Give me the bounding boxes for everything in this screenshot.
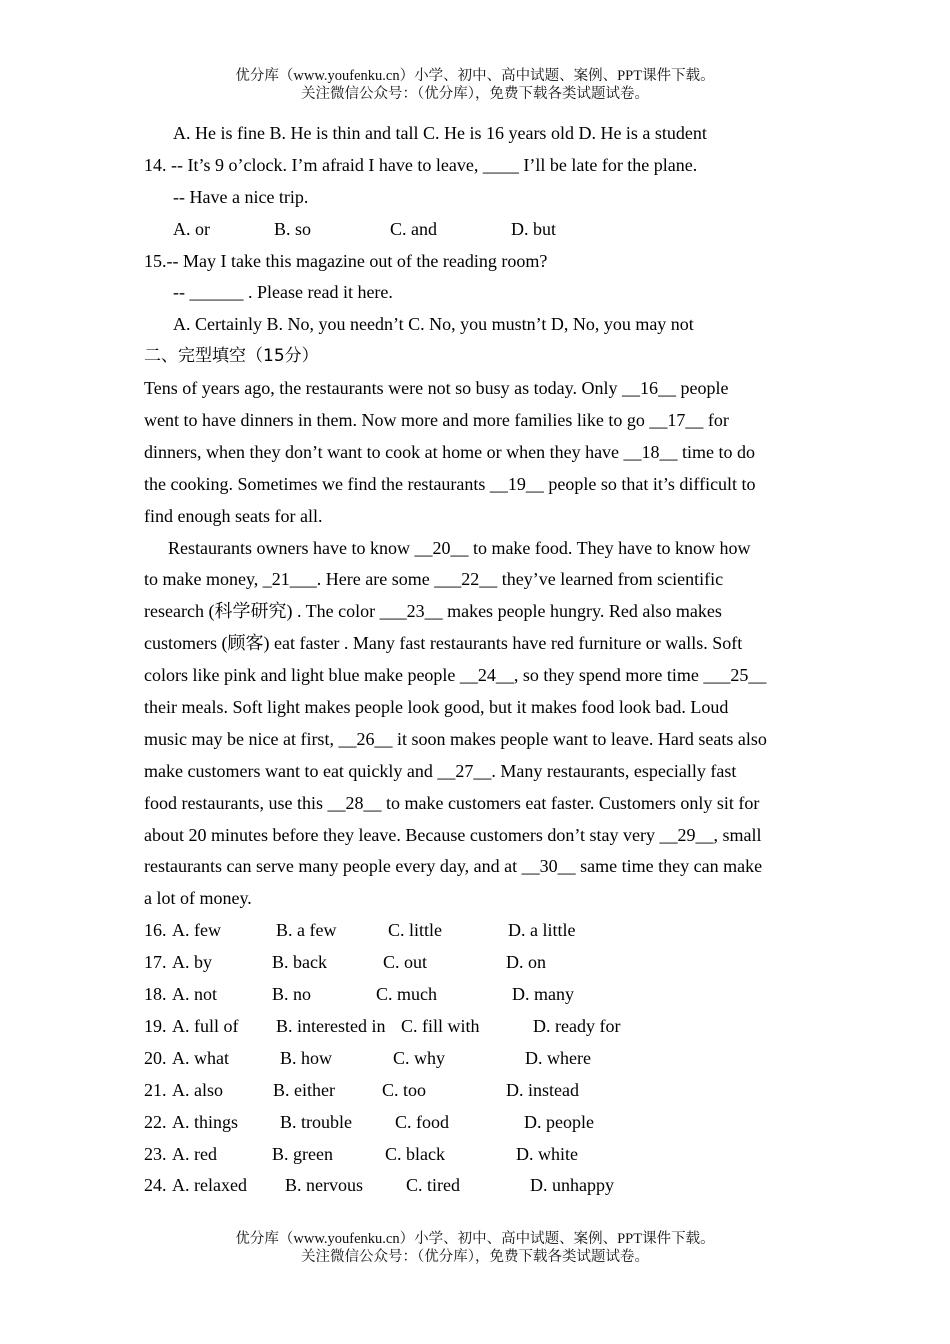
choice-a: A. red — [172, 1143, 217, 1164]
choice-row — [144, 1075, 814, 1107]
choice-row — [144, 1107, 814, 1139]
q14-reply: -- Have a nice trip. — [173, 186, 309, 207]
choice-number: 24. — [144, 1175, 167, 1196]
passage-line: colors like pink and light blue make people __24__, so they spend more time ___25__ — [144, 665, 767, 686]
footer-line-1: 优分库（www.youfenku.cn）小学、初中、高中试题、案例、PPT课件下载。 — [235, 1231, 715, 1247]
choice-c: C. too — [382, 1079, 427, 1100]
q14-option-d: D. but — [511, 218, 556, 239]
section-2-title: 二、完型填空（15分） — [144, 346, 319, 367]
page-header — [0, 67, 950, 103]
choice-c: C. black — [385, 1143, 445, 1164]
choice-d: D. where — [525, 1047, 591, 1068]
choice-d: D. instead — [506, 1079, 579, 1100]
choice-list — [144, 915, 814, 1202]
passage-line: customers (顾客) eat faster . Many fast restaurants have red furniture or walls. Soft — [144, 633, 743, 654]
passage-line: about 20 minutes before they leave. Because customers don’t stay very __29__, small — [144, 824, 762, 845]
passage-line: make customers want to eat quickly and __27__. Many restaurants, especially fast — [144, 760, 737, 781]
choice-number: 21. — [144, 1079, 167, 1100]
choice-number: 22. — [144, 1111, 167, 1132]
q15-stem: 15.-- May I take this magazine out of the reading room? — [144, 250, 548, 271]
header-line-2: 关注微信公众号：（优分库），免费下载各类试题试卷。 — [301, 86, 649, 102]
passage-line: went to have dinners in them. Now more and more families like to go __17__ for — [144, 410, 729, 431]
header-line-1: 优分库（www.youfenku.cn）小学、初中、高中试题、案例、PPT课件下载。 — [235, 68, 715, 84]
choice-d: D. on — [506, 952, 546, 973]
choice-d: D. ready for — [533, 1015, 621, 1036]
q15-reply: -- ______ . Please read it here. — [173, 282, 393, 303]
choice-b: B. green — [272, 1143, 333, 1164]
choice-a: A. by — [172, 952, 212, 973]
choice-d: D. white — [516, 1143, 578, 1164]
choice-number: 23. — [144, 1143, 167, 1164]
choice-c: C. food — [395, 1111, 449, 1132]
choice-number: 19. — [144, 1015, 167, 1036]
footer-line-2: 关注微信公众号：（优分库），免费下载各类试题试卷。 — [301, 1249, 649, 1265]
choice-d: D. a little — [508, 920, 576, 941]
choice-b: B. a few — [276, 920, 337, 941]
choice-b: B. back — [272, 952, 327, 973]
choice-row — [144, 1139, 814, 1171]
choice-b: B. trouble — [280, 1111, 352, 1132]
choice-c: C. much — [376, 984, 437, 1005]
passage-line: restaurants can serve many people every day, and at __30__ same time they can make — [144, 856, 763, 877]
choice-d: D. people — [524, 1111, 594, 1132]
choice-a: A. also — [172, 1079, 223, 1100]
passage-line: Restaurants owners have to know __20__ to make food. They have to know how — [168, 537, 751, 558]
q14-options — [144, 214, 814, 246]
q15-options: A. Certainly B. No, you needn’t C. No, you mustn’t D, No, you may not — [173, 314, 694, 335]
choice-c: C. fill with — [401, 1015, 480, 1036]
passage-line: dinners, when they don’t want to cook at home or when they have __18__ time to do — [144, 441, 756, 462]
passage-line: find enough seats for all. — [144, 505, 323, 526]
passage-line: Tens of years ago, the restaurants were not so busy as today. Only __16__ people — [144, 378, 729, 399]
choice-row — [144, 915, 814, 947]
choice-a: A. things — [172, 1111, 239, 1132]
cloze-passage — [144, 373, 814, 915]
q14-option-c: C. and — [390, 218, 437, 239]
choice-a: A. what — [172, 1047, 229, 1068]
choice-c: C. little — [388, 920, 442, 941]
choice-a: A. relaxed — [172, 1175, 247, 1196]
choice-row — [144, 1011, 814, 1043]
choice-number: 20. — [144, 1047, 167, 1068]
passage-line: a lot of money. — [144, 888, 252, 909]
choice-row — [144, 1170, 814, 1202]
passage-line: music may be nice at first, __26__ it soon makes people want to leave. Hard seats also — [144, 728, 767, 749]
q14-stem: 14. -- It’s 9 o’clock. I’m afraid I have to leave, ____ I’ll be late for the plane. — [144, 154, 698, 175]
passage-line: food restaurants, use this __28__ to make customers eat faster. Customers only sit for — [144, 792, 760, 813]
choice-a: A. not — [172, 984, 217, 1005]
choice-d: D. unhappy — [530, 1175, 614, 1196]
choice-row — [144, 979, 814, 1011]
q14-option-b: B. so — [274, 218, 312, 239]
choice-c: C. out — [383, 952, 428, 973]
choice-a: A. full of — [172, 1015, 239, 1036]
choice-row — [144, 1043, 814, 1075]
choice-row — [144, 947, 814, 979]
choice-c: C. tired — [406, 1175, 460, 1196]
choice-b: B. either — [273, 1079, 335, 1100]
choice-b: B. how — [280, 1047, 333, 1068]
choice-d: D. many — [512, 984, 574, 1005]
choice-number: 16. — [144, 920, 167, 941]
choice-b: B. interested in — [276, 1015, 386, 1036]
choice-b: B. nervous — [285, 1175, 363, 1196]
choice-number: 18. — [144, 984, 167, 1005]
passage-line: their meals. Soft light makes people look good, but it makes food look bad. Loud — [144, 697, 729, 718]
q14-option-a: A. or — [173, 218, 210, 239]
choice-b: B. no — [272, 984, 312, 1005]
choice-number: 17. — [144, 952, 167, 973]
exam-content — [144, 118, 814, 1202]
choice-c: C. why — [393, 1047, 446, 1068]
passage-line: to make money, _21___. Here are some ___22__ they’ve learned from scientific — [144, 569, 724, 590]
q13-options: A. He is fine B. He is thin and tall C. He is 16 years old D. He is a student — [173, 123, 707, 143]
passage-line: research (科学研究) . The color ___23__ makes people hungry. Red also makes — [144, 601, 722, 622]
page-footer — [0, 1230, 950, 1266]
choice-a: A. few — [172, 920, 221, 941]
passage-line: the cooking. Sometimes we find the restaurants __19__ people so that it’s difficult to — [144, 473, 756, 494]
